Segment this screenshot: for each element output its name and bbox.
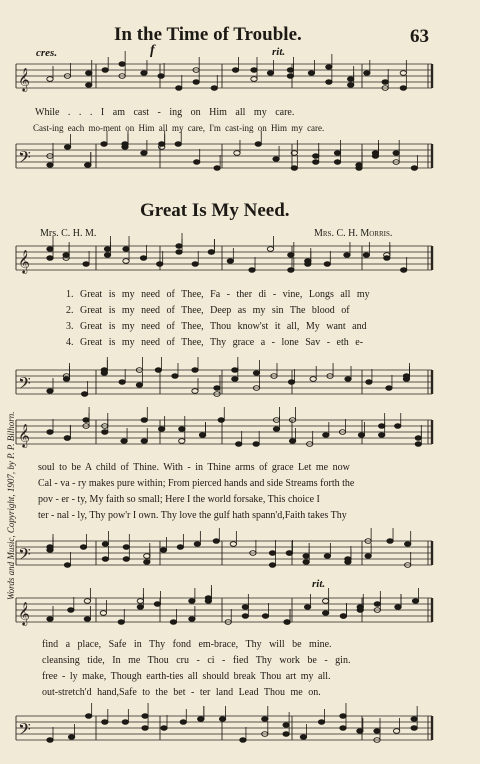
system-3-verse-2: cleansing tide, In me Thou cru - ci - fied Thy work be - gin. xyxy=(42,655,351,666)
svg-text:𝄢: 𝄢 xyxy=(18,544,31,568)
system-1-treble-staff xyxy=(0,240,480,280)
svg-text:𝄞: 𝄞 xyxy=(18,601,30,625)
hymn-1-lyric-line-2: Cast-ing each mo-ment on Him all my care, I'm cast-ing on Him my care. xyxy=(33,123,325,133)
hymn-1-lyric-line-1: While . . . I am cast - ing on Him all my care. xyxy=(35,107,295,118)
system-2-treble-staff xyxy=(0,414,480,454)
svg-text:𝄞: 𝄞 xyxy=(18,249,30,273)
system-2-verse-4: ter - nal - ly, Thy pow'r I own. Thy love the gulf hath spann'd,Faith takes Thy xyxy=(38,510,347,521)
dynamic-rit: rit. xyxy=(272,46,286,58)
system-1-verse-4: 4. Great is my need of Thee, Thy grace a - lone Sav - eth e- xyxy=(66,337,364,348)
page-number: 63 xyxy=(410,26,429,47)
svg-text:𝄞: 𝄞 xyxy=(18,423,30,447)
dynamic-cres: cres. xyxy=(36,47,58,59)
system-2-bass-staff xyxy=(0,535,480,575)
system-1-bass-staff xyxy=(0,364,480,404)
system-3-treble-staff xyxy=(0,592,480,632)
system-2-verses xyxy=(38,462,354,526)
side-copyright: Words and Music, Copyright, 1907, by P. P. Bilhorn. xyxy=(6,411,16,600)
svg-text:𝄞: 𝄞 xyxy=(18,67,30,91)
hymn-1-bass-staff xyxy=(0,138,480,178)
system-2-verse-3: pov - er - ty, My faith so small; Here I the world forsake, This choice I xyxy=(38,494,320,505)
dynamic-rit-2: rit. xyxy=(312,578,326,590)
system-3-bass-staff xyxy=(0,710,480,750)
svg-text:𝄢: 𝄢 xyxy=(18,719,31,743)
hymn-1-title: In the Time of Trouble. xyxy=(114,24,302,45)
system-3-verses xyxy=(42,639,350,703)
system-3-verse-4: out-stretch'd hand,Safe to the bet - ter land Lead Thou me on. xyxy=(42,687,321,698)
svg-text:𝄢: 𝄢 xyxy=(18,373,31,397)
system-3-verse-1: find a place, Safe in Thy fond em-brace, Thy will be mine. xyxy=(42,639,332,650)
hymn-1-treble-staff xyxy=(0,58,480,98)
hymn-2-title: Great Is My Need. xyxy=(140,200,290,221)
system-2-verse-2: Cal - va - ry makes pure within; From pierced hands and side Streams forth the xyxy=(38,478,355,489)
svg-text:𝄢: 𝄢 xyxy=(18,147,31,171)
system-1-verses xyxy=(66,289,370,353)
hymn-2-credit-left: Mrs. C. H. M. xyxy=(40,228,97,239)
system-3-verse-3: free - ly make, Though earth-ties all should break Thou art my all. xyxy=(42,671,331,682)
hymn-2-credit-right: Mrs. C. H. Morris. xyxy=(314,228,393,239)
system-1-verse-3: 3. Great is my need of Thee, Thou know'st it all, My want and xyxy=(66,321,367,332)
system-1-verse-2: 2. Great is my need of Thee, Deep as my sin The blood of xyxy=(66,305,350,316)
system-1-verse-1: 1. Great is my need of Thee, Fa - ther di - vine, Longs all my xyxy=(66,289,370,300)
system-2-verse-1: soul to be A child of Thine. With - in Thine arms of grace Let me now xyxy=(38,462,350,473)
dynamic-forte: f xyxy=(150,43,155,58)
